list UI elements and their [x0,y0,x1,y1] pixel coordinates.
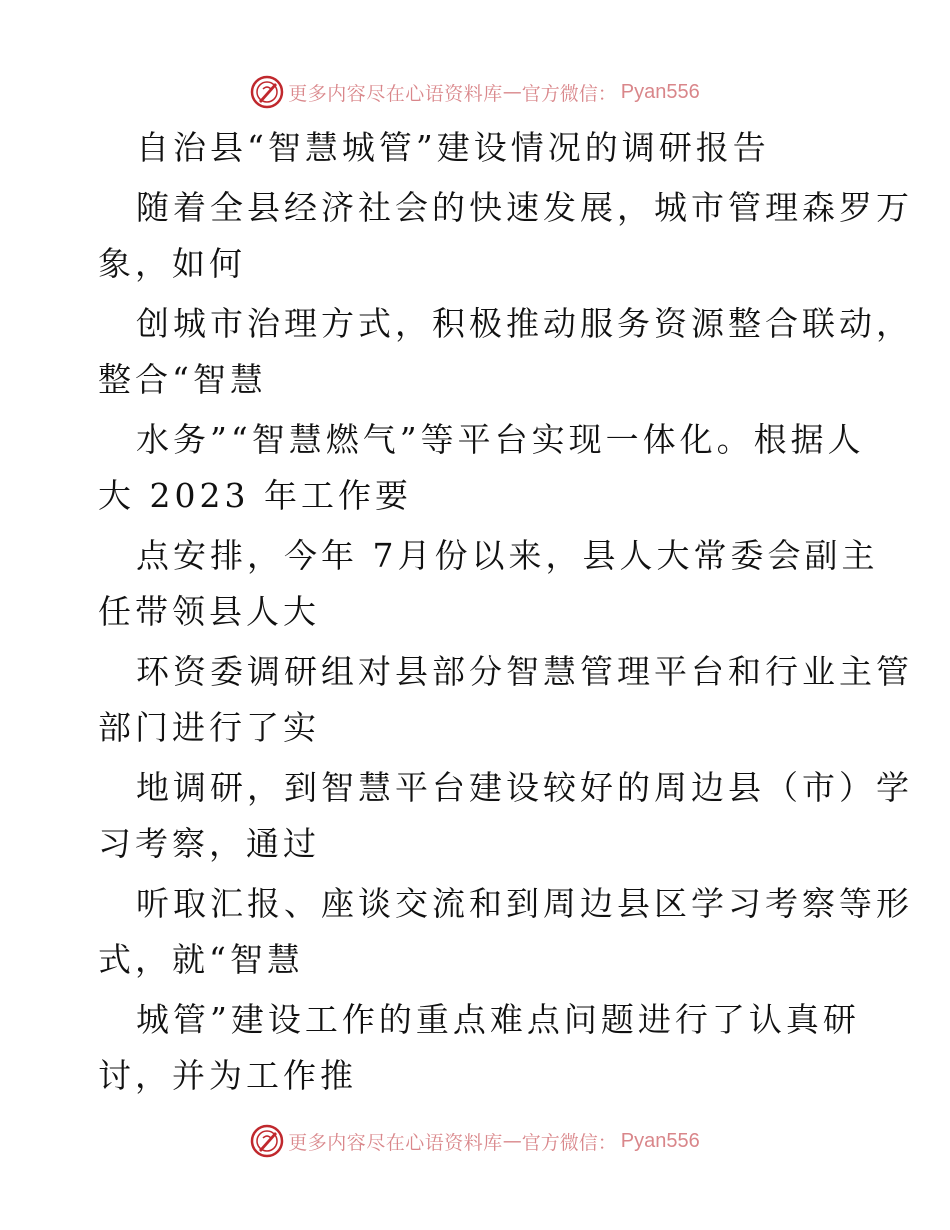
watermark-wechat-id: Pyan556 [620,80,700,103]
watermark-prefix: 更多内容尽在心语资料库 [288,82,503,105]
text-line: 讨，并为工作推 [98,1056,357,1095]
watermark-wechat-label: 官方微信 [521,1131,598,1154]
watermark-colon: ： [597,82,617,105]
watermark-prefix: 更多内容尽在心语资料库 [288,1131,503,1154]
text-line: 整合“智慧 [98,360,267,399]
text-line: 地调研，到智慧平台建设较好的周边县（市）学 [136,768,913,807]
logo-icon [250,1124,284,1158]
watermark-separator: — [502,1130,522,1152]
document-title: 自治县“智慧城管”建设情况的调研报告 [136,128,770,167]
watermark-separator: — [502,81,522,103]
watermark-wechat-label: 官方微信 [521,82,598,105]
text-line: 水务”“智慧燃气”等平台实现一体化。根据人 [136,420,865,459]
text-line: 环资委调研组对县部分智慧管理平台和行业主管 [136,652,913,691]
text-line: 随着全县经济社会的快速发展，城市管理森罗万 [136,188,913,227]
text-line: 听取汇报、座谈交流和到周边县区学习考察等形 [136,884,913,923]
text-line: 创城市治理方式，积极推动服务资源整合联动， [136,304,913,343]
watermark-colon: ： [597,1131,617,1154]
watermark-footer [0,1121,950,1161]
watermark-wechat-id: Pyan556 [620,1129,700,1152]
text-line: 点安排，今年 7月份以来，县人大常委会副主 [136,536,879,575]
text-line: 任带领县人大 [98,592,320,631]
logo-icon [250,75,284,109]
text-line: 大 2023 年工作要 [98,476,412,515]
text-line: 式，就“智慧 [98,940,304,979]
text-line: 部门进行了实 [98,708,320,747]
text-line: 城管”建设工作的重点难点问题进行了认真研 [136,1000,860,1039]
text-line: 象，如何 [98,244,246,283]
watermark-header [0,72,950,112]
text-line: 习考察，通过 [98,824,320,863]
